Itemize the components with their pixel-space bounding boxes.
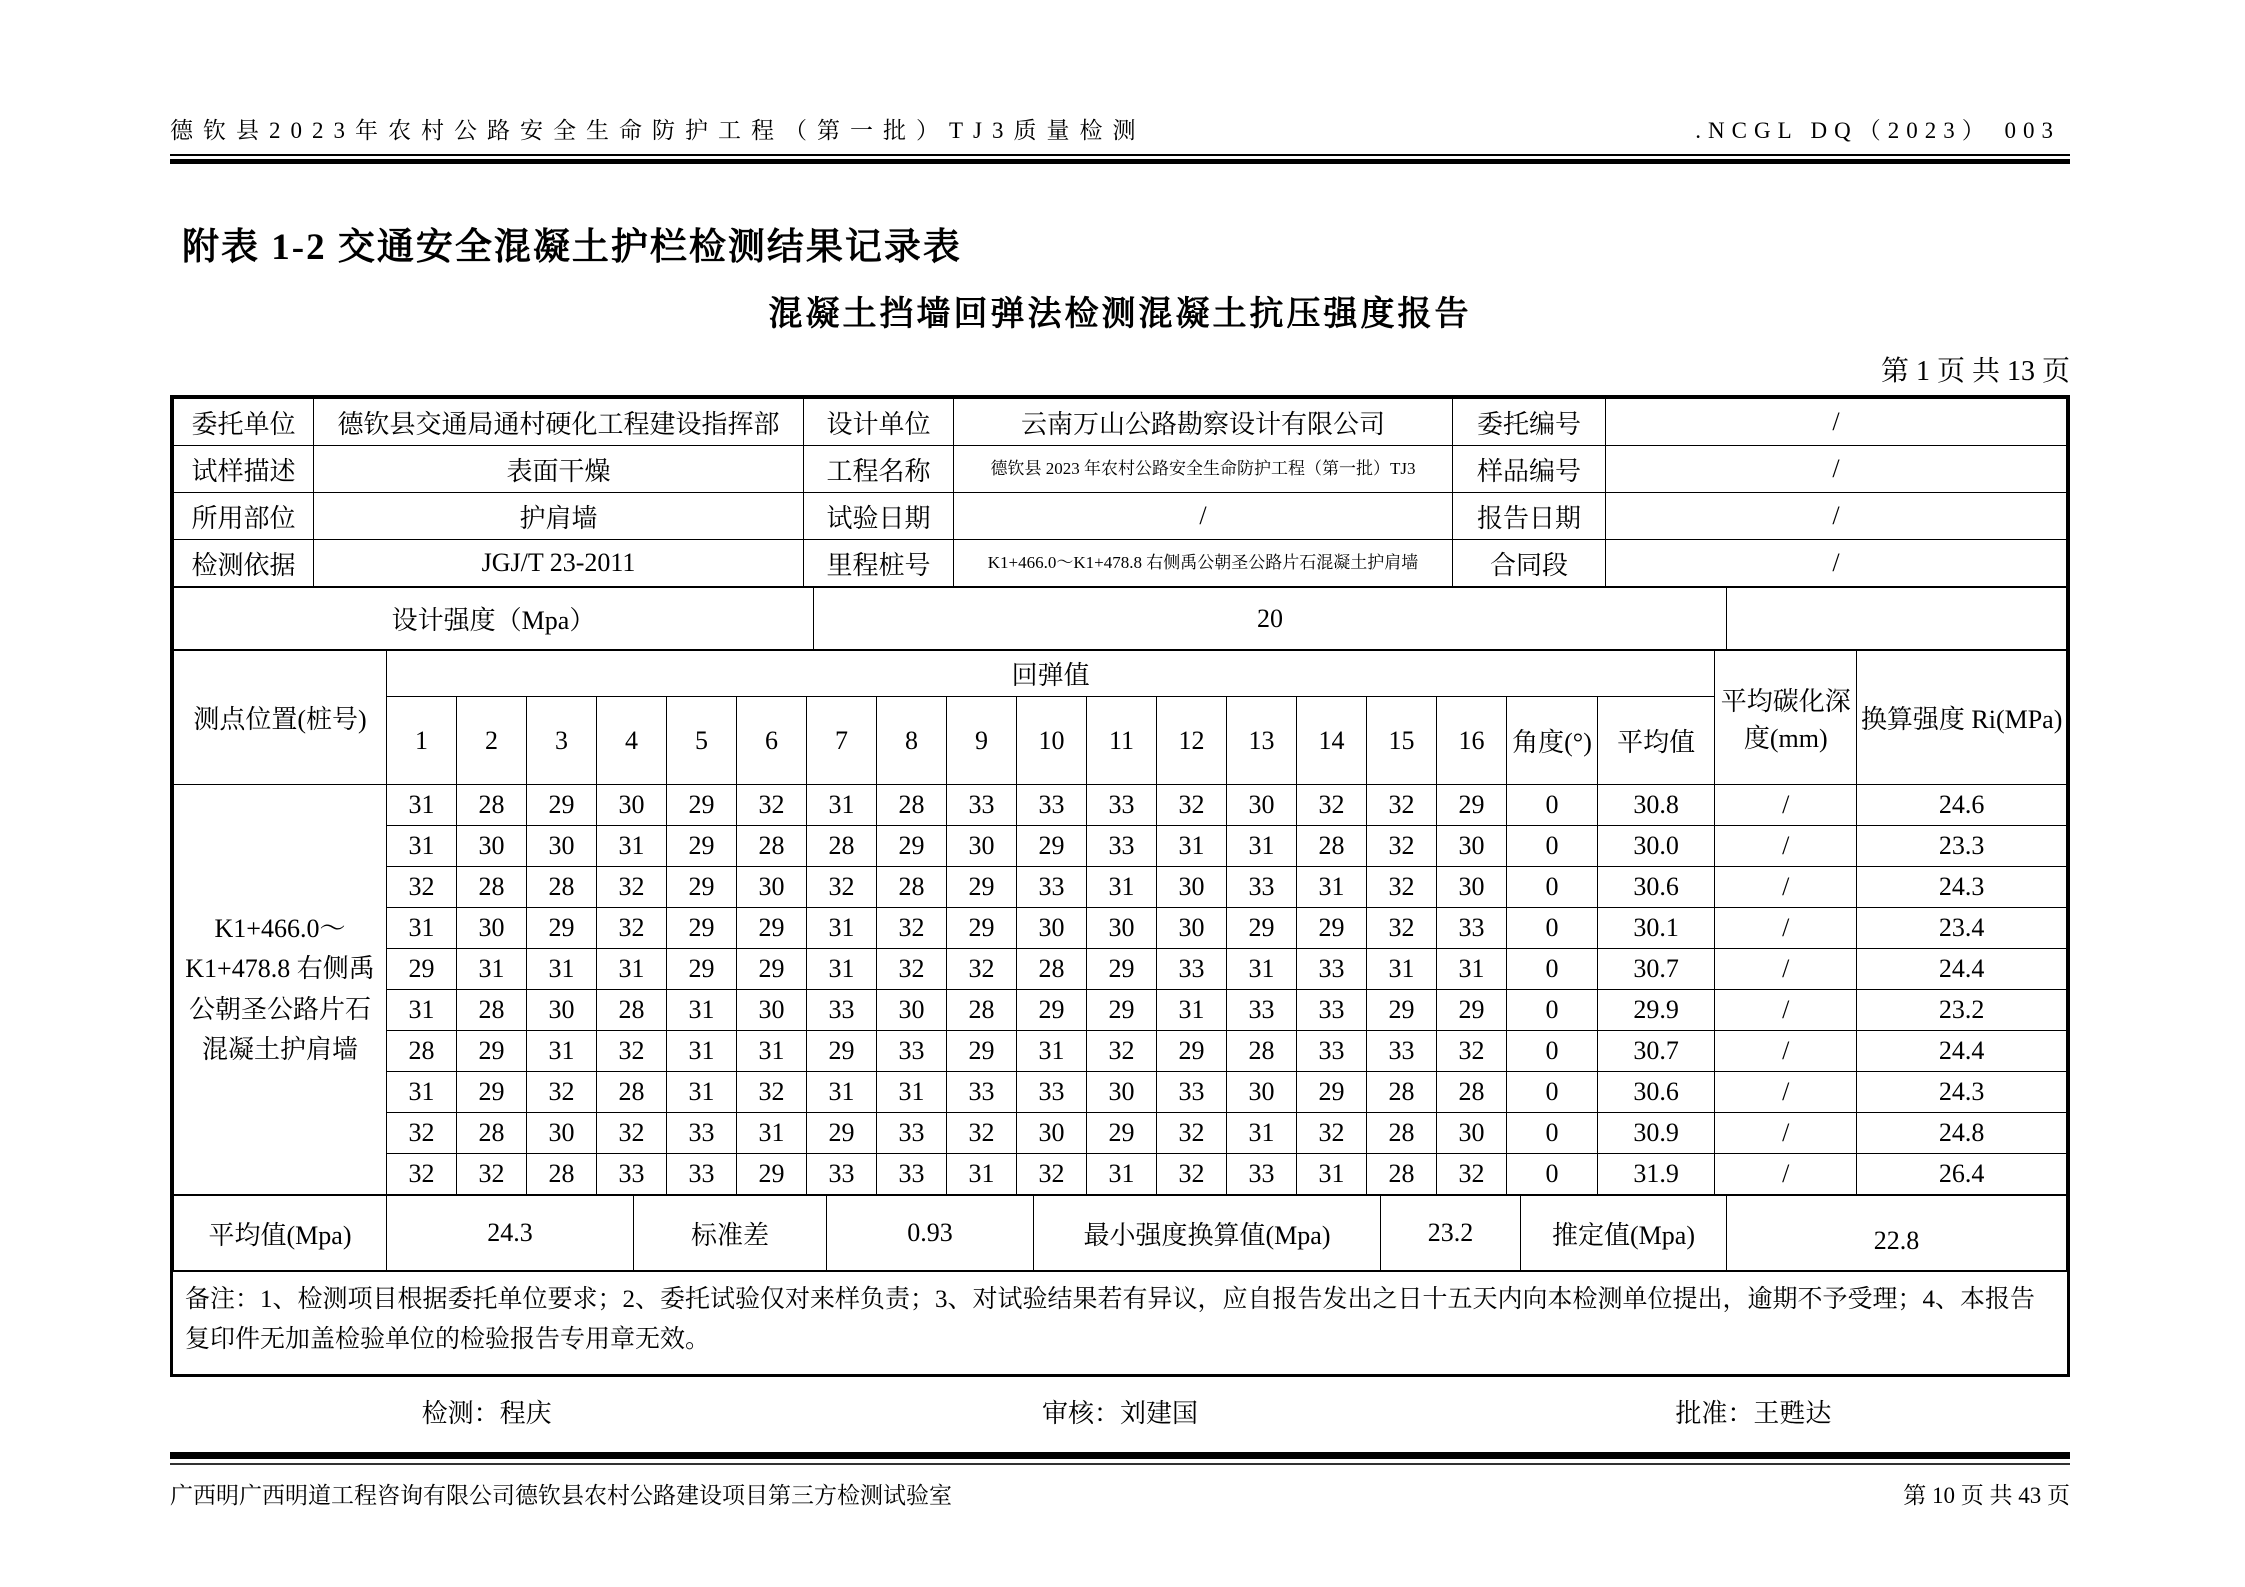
rebound-value-cell: 28 [807, 826, 877, 867]
strength-cell: 24.4 [1857, 1031, 2067, 1072]
rebound-col-number: 3 [527, 697, 597, 785]
rebound-value-cell: 33 [807, 1154, 877, 1195]
rebound-data-row [174, 867, 2067, 908]
rebound-value-cell: 30 [1227, 1072, 1297, 1113]
approver-signature: 批准：王甦达 [1675, 1399, 1832, 1428]
rebound-col-number: 6 [737, 697, 807, 785]
attachment-title: 附表 1-2 交通安全混凝土护栏检测结果记录表 [182, 227, 962, 268]
rebound-value-cell: 29 [527, 785, 597, 826]
rebound-value-cell: 29 [1437, 785, 1507, 826]
test-date-value: / [954, 493, 1453, 540]
strength-cell: 24.8 [1857, 1113, 2067, 1154]
rebound-value-cell: 31 [1227, 949, 1297, 990]
summary-inferred-value: 22.8 [1727, 1196, 2067, 1271]
rebound-value-cell: 33 [877, 1154, 947, 1195]
rebound-data-row [174, 785, 2067, 826]
angle-cell: 0 [1507, 908, 1598, 949]
rebound-value-cell: 31 [387, 1072, 457, 1113]
rebound-value-cell: 33 [947, 1072, 1017, 1113]
rebound-value-cell: 32 [527, 1072, 597, 1113]
rebound-value-cell: 31 [737, 1113, 807, 1154]
rebound-value-cell: 30 [1437, 1113, 1507, 1154]
rebound-value-cell: 28 [1367, 1154, 1437, 1195]
carbonation-cell: / [1715, 949, 1857, 990]
rebound-value-cell: 28 [457, 785, 527, 826]
rebound-value-cell: 31 [667, 1031, 737, 1072]
summary-stddev-value: 0.93 [827, 1196, 1034, 1271]
angle-cell: 0 [1507, 826, 1598, 867]
rebound-value-cell: 29 [667, 785, 737, 826]
rebound-value-cell: 31 [737, 1031, 807, 1072]
rebound-value-cell: 32 [1367, 826, 1437, 867]
rebound-data-row [174, 826, 2067, 867]
summary-stddev-label: 标准差 [634, 1196, 827, 1271]
average-cell: 30.6 [1598, 867, 1715, 908]
footer-rule [170, 1452, 2070, 1465]
footer-lab-name: 广西明广西明道工程咨询有限公司德钦县农村公路建设项目第三方检测试验室 [170, 1483, 952, 1508]
angle-cell: 0 [1507, 1154, 1598, 1195]
angle-cell: 0 [1507, 990, 1598, 1031]
document-page [170, 0, 2070, 1510]
angle-cell: 0 [1507, 1072, 1598, 1113]
rebound-value-cell: 31 [597, 949, 667, 990]
page-footer [170, 1477, 2070, 1510]
rebound-col-number: 1 [387, 697, 457, 785]
info-row [174, 493, 2067, 540]
rebound-value-cell: 33 [1297, 990, 1367, 1031]
design-strength-value: 20 [814, 588, 1727, 650]
rebound-value-cell: 31 [1017, 1031, 1087, 1072]
rebound-value-cell: 30 [737, 990, 807, 1031]
rebound-value-cell: 32 [597, 867, 667, 908]
rebound-value-cell: 31 [877, 1072, 947, 1113]
rebound-value-cell: 30 [1437, 867, 1507, 908]
rebound-value-cell: 29 [457, 1072, 527, 1113]
info-row [174, 399, 2067, 446]
rebound-value-cell: 32 [1297, 1113, 1367, 1154]
rebound-value-cell: 29 [1297, 908, 1367, 949]
rebound-value-cell: 29 [947, 908, 1017, 949]
average-cell: 30.9 [1598, 1113, 1715, 1154]
rebound-value-cell: 31 [1367, 949, 1437, 990]
rebound-value-cell: 31 [1157, 826, 1227, 867]
summary-average-label: 平均值(Mpa) [174, 1196, 387, 1271]
rebound-value-cell: 32 [1017, 1154, 1087, 1195]
rebound-value-cell: 28 [1437, 1072, 1507, 1113]
summary-min-strength-value: 23.2 [1381, 1196, 1521, 1271]
rebound-value-cell: 33 [1017, 785, 1087, 826]
rebound-value-cell: 32 [1367, 908, 1437, 949]
rebound-value-cell: 30 [527, 1113, 597, 1154]
client-unit-value: 德钦县交通局通村硬化工程建设指挥部 [314, 399, 804, 446]
converted-strength-header: 换算强度 Ri(MPa) [1857, 651, 2067, 785]
contract-section-value: / [1606, 540, 2067, 587]
design-strength-row [173, 587, 2067, 650]
rebound-value-cell: 28 [737, 826, 807, 867]
rebound-value-cell: 29 [667, 949, 737, 990]
rebound-value-cell: 30 [527, 826, 597, 867]
test-basis-value: JGJ/T 23-2011 [314, 540, 804, 587]
rebound-data-row [174, 1113, 2067, 1154]
rebound-value-cell: 31 [597, 826, 667, 867]
rebound-value-cell: 29 [1437, 990, 1507, 1031]
rebound-value-cell: 33 [667, 1113, 737, 1154]
rebound-value-cell: 28 [877, 867, 947, 908]
rebound-value-cell: 32 [1297, 785, 1367, 826]
rebound-col-number: 7 [807, 697, 877, 785]
rebound-value-cell: 30 [597, 785, 667, 826]
rebound-value-cell: 32 [597, 1031, 667, 1072]
rebound-value-cell: 29 [737, 908, 807, 949]
carbonation-depth-header: 平均碳化深度(mm) [1715, 651, 1857, 785]
average-cell: 30.7 [1598, 1031, 1715, 1072]
carbonation-cell: / [1715, 1031, 1857, 1072]
angle-header: 角度(°) [1507, 697, 1598, 785]
carbonation-cell: / [1715, 1072, 1857, 1113]
rebound-value-cell: 33 [1227, 990, 1297, 1031]
rebound-value-cell: 30 [1087, 908, 1157, 949]
rebound-value-cell: 33 [807, 990, 877, 1031]
rebound-value-cell: 31 [527, 949, 597, 990]
rebound-value-cell: 30 [457, 908, 527, 949]
rebound-value-cell: 30 [877, 990, 947, 1031]
sample-desc-value: 表面干燥 [314, 446, 804, 493]
rebound-value-cell: 28 [457, 1113, 527, 1154]
rebound-col-number: 9 [947, 697, 1017, 785]
rebound-value-cell: 31 [1297, 1154, 1367, 1195]
rebound-col-number: 10 [1017, 697, 1087, 785]
average-cell: 31.9 [1598, 1154, 1715, 1195]
used-part-value: 护肩墙 [314, 493, 804, 540]
rebound-value-cell: 31 [1437, 949, 1507, 990]
rebound-value-cell: 28 [597, 990, 667, 1031]
rebound-col-number: 5 [667, 697, 737, 785]
info-table [173, 398, 2067, 587]
rebound-value-cell: 32 [597, 908, 667, 949]
commission-no-value: / [1606, 399, 2067, 446]
rebound-value-cell: 33 [1227, 1154, 1297, 1195]
rebound-value-cell: 32 [387, 1154, 457, 1195]
design-strength-label: 设计强度（Mpa） [174, 588, 814, 650]
rebound-value-cell: 32 [597, 1113, 667, 1154]
signature-row [170, 1393, 2070, 1430]
rebound-value-cell: 29 [737, 1154, 807, 1195]
sample-no-value: / [1606, 446, 2067, 493]
tester-signature: 检测：程庆 [421, 1399, 552, 1428]
rebound-data-row [174, 908, 2067, 949]
rebound-value-cell: 31 [1157, 990, 1227, 1031]
rebound-col-number: 12 [1157, 697, 1227, 785]
rebound-value-cell: 29 [1157, 1031, 1227, 1072]
point-location-header: 测点位置(桩号) [174, 651, 387, 785]
rebound-value-cell: 31 [807, 1072, 877, 1113]
rebound-value-cell: 31 [1227, 826, 1297, 867]
angle-cell: 0 [1507, 949, 1598, 990]
rebound-value-cell: 33 [1227, 867, 1297, 908]
rebound-value-cell: 31 [807, 908, 877, 949]
rebound-value-cell: 32 [1437, 1031, 1507, 1072]
strength-cell: 23.2 [1857, 990, 2067, 1031]
rebound-value-cell: 31 [527, 1031, 597, 1072]
rebound-value-cell: 33 [877, 1031, 947, 1072]
rebound-value-cell: 33 [1297, 949, 1367, 990]
carbonation-cell: / [1715, 990, 1857, 1031]
rebound-value-cell: 29 [1087, 990, 1157, 1031]
rebound-data-row [174, 949, 2067, 990]
rebound-value-cell: 31 [387, 908, 457, 949]
rebound-value-cell: 29 [387, 949, 457, 990]
rebound-value-cell: 33 [1087, 785, 1157, 826]
rebound-value-cell: 32 [1157, 1113, 1227, 1154]
rebound-col-number: 4 [597, 697, 667, 785]
rebound-value-cell: 32 [737, 785, 807, 826]
info-row [174, 540, 2067, 587]
page-number-info: 第 1 页 共 13 页 [1880, 356, 2070, 387]
rebound-value-cell: 31 [457, 949, 527, 990]
contract-section-label: 合同段 [1453, 540, 1606, 587]
rebound-value-cell: 29 [667, 867, 737, 908]
rebound-value-cell: 31 [1087, 1154, 1157, 1195]
rebound-value-cell: 33 [1367, 1031, 1437, 1072]
summary-min-strength-label: 最小强度换算值(Mpa) [1034, 1196, 1381, 1271]
rebound-value-cell: 28 [1017, 949, 1087, 990]
report-table [170, 395, 2070, 1377]
rebound-value-cell: 32 [1157, 1154, 1227, 1195]
stake-no-value: K1+466.0～K1+478.8 右侧禹公朝圣公路片石混凝土护肩墙 [954, 540, 1453, 587]
rebound-value-cell: 32 [877, 908, 947, 949]
rebound-value-cell: 30 [1017, 908, 1087, 949]
rebound-value-cell: 28 [1367, 1072, 1437, 1113]
rebound-value-cell: 28 [457, 867, 527, 908]
rebound-value-cell: 28 [387, 1031, 457, 1072]
rebound-value-cell: 32 [1367, 867, 1437, 908]
header-rule [170, 154, 2070, 164]
carbonation-cell: / [1715, 785, 1857, 826]
rebound-values-header: 回弹值 [387, 651, 1715, 697]
report-title: 混凝土挡墙回弹法检测混凝土抗压强度报告 [768, 296, 1472, 333]
reviewer-signature: 审核：刘建国 [1041, 1399, 1198, 1428]
average-cell: 30.0 [1598, 826, 1715, 867]
rebound-header-row1 [174, 651, 2067, 697]
rebound-value-cell: 33 [1017, 867, 1087, 908]
rebound-value-cell: 31 [1087, 867, 1157, 908]
rebound-col-number: 8 [877, 697, 947, 785]
summary-average-value: 24.3 [387, 1196, 634, 1271]
rebound-value-cell: 28 [527, 867, 597, 908]
point-location-cell: K1+466.0～K1+478.8 右侧禹公朝圣公路片石混凝土护肩墙 [174, 785, 387, 1195]
test-date-label: 试验日期 [804, 493, 954, 540]
rebound-col-number: 16 [1437, 697, 1507, 785]
rebound-value-cell: 32 [877, 949, 947, 990]
carbonation-cell: / [1715, 826, 1857, 867]
rebound-value-cell: 28 [947, 990, 1017, 1031]
rebound-value-cell: 33 [1017, 1072, 1087, 1113]
rebound-value-cell: 29 [1087, 949, 1157, 990]
rebound-value-cell: 29 [807, 1113, 877, 1154]
rebound-value-cell: 31 [667, 990, 737, 1031]
angle-cell: 0 [1507, 785, 1598, 826]
strength-cell: 26.4 [1857, 1154, 2067, 1195]
rebound-value-cell: 30 [1087, 1072, 1157, 1113]
rebound-value-cell: 28 [1227, 1031, 1297, 1072]
project-name-value: 德钦县 2023 年农村公路安全生命防护工程（第一批）TJ3 [954, 446, 1453, 493]
rebound-value-cell: 33 [1297, 1031, 1367, 1072]
rebound-value-cell: 31 [667, 1072, 737, 1113]
rebound-value-cell: 28 [1367, 1113, 1437, 1154]
rebound-value-cell: 32 [947, 949, 1017, 990]
carbonation-cell: / [1715, 1154, 1857, 1195]
rebound-value-cell: 30 [457, 826, 527, 867]
rebound-value-cell: 30 [1017, 1113, 1087, 1154]
footer-rule-thin [170, 1463, 2070, 1465]
rebound-value-cell: 30 [947, 826, 1017, 867]
rebound-value-cell: 29 [947, 867, 1017, 908]
angle-cell: 0 [1507, 1113, 1598, 1154]
rebound-value-cell: 29 [1017, 990, 1087, 1031]
rebound-value-cell: 31 [387, 826, 457, 867]
rebound-col-number: 13 [1227, 697, 1297, 785]
rebound-data-row [174, 1154, 2067, 1195]
sample-desc-label: 试样描述 [174, 446, 314, 493]
rebound-data-row [174, 1072, 2067, 1113]
design-unit-value: 云南万山公路勘察设计有限公司 [954, 399, 1453, 446]
rebound-value-cell: 28 [877, 785, 947, 826]
rebound-value-cell: 29 [1297, 1072, 1367, 1113]
header-rule-thick [170, 159, 2070, 164]
rebound-value-cell: 29 [877, 826, 947, 867]
remarks-note: 备注：1、检测项目根据委托单位要求；2、委托试验仅对来样负责；3、对试验结果若有异议，应自报告发出之日十五天内向本检测单位提出，逾期不予受理；4、本报告复印件无加盖检验单位的检验报告专用章无效。 [173, 1271, 2067, 1374]
rebound-value-cell: 31 [387, 990, 457, 1031]
angle-cell: 0 [1507, 1031, 1598, 1072]
footer-page-number: 第 10 页 共 43 页 [1903, 1483, 2070, 1508]
info-row [174, 446, 2067, 493]
rebound-value-cell: 29 [457, 1031, 527, 1072]
rebound-value-cell: 33 [1157, 1072, 1227, 1113]
average-cell: 30.7 [1598, 949, 1715, 990]
strength-cell: 24.6 [1857, 785, 2067, 826]
rebound-value-cell: 33 [877, 1113, 947, 1154]
page-header [170, 0, 2070, 145]
footer-rule-thick [170, 1452, 2070, 1459]
rebound-value-cell: 29 [737, 949, 807, 990]
rebound-value-cell: 31 [807, 785, 877, 826]
carbonation-cell: / [1715, 908, 1857, 949]
average-cell: 30.8 [1598, 785, 1715, 826]
report-date-value: / [1606, 493, 2067, 540]
rebound-value-cell: 30 [1227, 785, 1297, 826]
rebound-value-cell: 29 [1367, 990, 1437, 1031]
rebound-value-cell: 32 [457, 1154, 527, 1195]
carbonation-cell: / [1715, 1113, 1857, 1154]
rebound-value-cell: 33 [1437, 908, 1507, 949]
rebound-value-cell: 29 [1017, 826, 1087, 867]
commission-no-label: 委托编号 [1453, 399, 1606, 446]
design-unit-label: 设计单位 [804, 399, 954, 446]
angle-cell: 0 [1507, 867, 1598, 908]
rebound-value-cell: 29 [1227, 908, 1297, 949]
rebound-col-number: 11 [1087, 697, 1157, 785]
rebound-value-cell: 29 [807, 1031, 877, 1072]
summary-row [173, 1195, 2067, 1271]
rebound-value-cell: 33 [947, 785, 1017, 826]
strength-cell: 24.3 [1857, 1072, 2067, 1113]
stake-no-label: 里程桩号 [804, 540, 954, 587]
rebound-value-cell: 28 [527, 1154, 597, 1195]
rebound-value-cell: 29 [667, 826, 737, 867]
sample-no-label: 样品编号 [1453, 446, 1606, 493]
rebound-value-cell: 33 [667, 1154, 737, 1195]
header-project-title: 德钦县2023年农村公路安全生命防护工程（第一批）TJ3质量检测 [170, 118, 1146, 143]
used-part-label: 所用部位 [174, 493, 314, 540]
rebound-value-cell: 32 [1087, 1031, 1157, 1072]
client-unit-label: 委托单位 [174, 399, 314, 446]
rebound-value-cell: 29 [527, 908, 597, 949]
rebound-value-cell: 33 [1157, 949, 1227, 990]
rebound-value-cell: 31 [1297, 867, 1367, 908]
rebound-value-cell: 32 [1157, 785, 1227, 826]
rebound-value-cell: 30 [1437, 826, 1507, 867]
rebound-value-cell: 31 [947, 1154, 1017, 1195]
average-header: 平均值 [1598, 697, 1715, 785]
test-basis-label: 检测依据 [174, 540, 314, 587]
rebound-col-number: 2 [457, 697, 527, 785]
strength-cell: 23.4 [1857, 908, 2067, 949]
rebound-value-cell: 29 [947, 1031, 1017, 1072]
rebound-value-cell: 28 [597, 1072, 667, 1113]
project-name-label: 工程名称 [804, 446, 954, 493]
header-document-number: .NCGL DQ（2023） 003 [1695, 118, 2060, 143]
rebound-value-cell: 30 [527, 990, 597, 1031]
report-date-label: 报告日期 [1453, 493, 1606, 540]
rebound-value-cell: 29 [667, 908, 737, 949]
rebound-value-cell: 32 [1367, 785, 1437, 826]
rebound-value-cell: 31 [387, 785, 457, 826]
average-cell: 29.9 [1598, 990, 1715, 1031]
rebound-value-cell: 31 [807, 949, 877, 990]
rebound-value-cell: 28 [1297, 826, 1367, 867]
rebound-value-cell: 33 [1087, 826, 1157, 867]
rebound-value-cell: 32 [387, 1113, 457, 1154]
average-cell: 30.6 [1598, 1072, 1715, 1113]
rebound-value-cell: 31 [1227, 1113, 1297, 1154]
strength-cell: 24.4 [1857, 949, 2067, 990]
rebound-value-cell: 30 [737, 867, 807, 908]
strength-cell: 24.3 [1857, 867, 2067, 908]
rebound-value-cell: 32 [807, 867, 877, 908]
rebound-value-cell: 33 [597, 1154, 667, 1195]
rebound-value-cell: 30 [1157, 867, 1227, 908]
rebound-data-row [174, 1031, 2067, 1072]
rebound-value-cell: 30 [1157, 908, 1227, 949]
carbonation-cell: / [1715, 867, 1857, 908]
rebound-value-cell: 32 [947, 1113, 1017, 1154]
rebound-table [173, 650, 2067, 1195]
rebound-value-cell: 29 [1087, 1113, 1157, 1154]
rebound-value-cell: 32 [387, 867, 457, 908]
rebound-value-cell: 32 [737, 1072, 807, 1113]
average-cell: 30.1 [1598, 908, 1715, 949]
rebound-value-cell: 28 [457, 990, 527, 1031]
rebound-col-number: 14 [1297, 697, 1367, 785]
strength-cell: 23.3 [1857, 826, 2067, 867]
design-strength-empty-cell [1727, 588, 2067, 650]
rebound-data-row [174, 990, 2067, 1031]
rebound-col-number: 15 [1367, 697, 1437, 785]
summary-inferred-label: 推定值(Mpa) [1521, 1196, 1727, 1271]
rebound-value-cell: 32 [1437, 1154, 1507, 1195]
